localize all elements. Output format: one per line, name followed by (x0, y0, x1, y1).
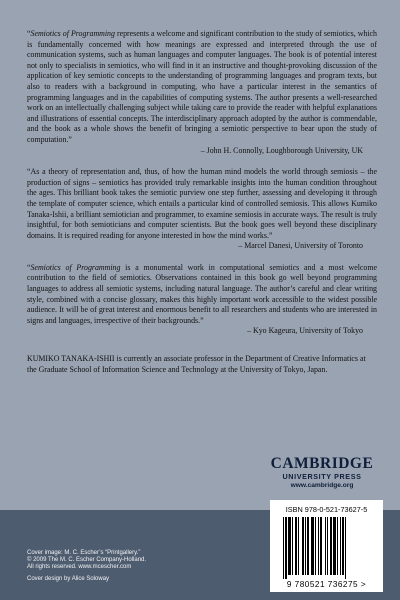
barcode-bar (320, 517, 322, 575)
barcode-bar (288, 517, 291, 575)
endorsement-body: is a monumental work in computational semiotics and a most welcome contribution to the field of semiotics. Observations contained in this book go well beyond programming languages to address all semiotic systems, including natural language. The author’s careful and clear writing style, combined with a concise glossary, makes this highly important work accessible to the widest possible audience. It will be of great interest and enormous benefit to all researchers and students who are interested in signs and languages, irrespective of their backgrounds.” (27, 262, 377, 325)
endorsement-danesi (27, 167, 377, 252)
publisher-logo (262, 456, 382, 490)
publisher-name: CAMBRIDGE (270, 455, 374, 472)
endorsement-attribution: – Kyo Kageura, University of Tokyo (247, 326, 363, 336)
barcode-bar (298, 517, 299, 575)
barcode-bar (315, 517, 316, 575)
endorsement-kageura (27, 263, 377, 337)
author-bio: KUMIKO TANAKA-ISHII is currently an associate professor in the Department of Creative Informatics at the Graduate School of Information Science and Technology at the University of Tokyo, Japan. (27, 354, 366, 374)
design-credit: Cover design by Alice Soloway (27, 575, 110, 582)
barcode-bar (342, 517, 344, 575)
endorsements (27, 29, 377, 375)
barcode-bar (302, 517, 304, 575)
barcode-bar (292, 517, 293, 575)
endorsement-connolly (27, 29, 377, 156)
barcode-bar (307, 517, 309, 575)
book-title-italic: Semiotics of Programming (30, 29, 115, 38)
barcode-bar (311, 517, 314, 575)
barcode-bar (337, 517, 338, 575)
barcode-bar (283, 517, 284, 579)
barcode-bar (330, 517, 332, 575)
barcode-bar (340, 517, 341, 575)
barcode-bar (285, 517, 287, 579)
endorsement-text (27, 167, 377, 241)
barcode-bar (327, 517, 328, 575)
endorsement-attribution: – Marcel Danesi, University of Toronto (238, 241, 363, 251)
isbn-label: ISBN 978-0-521-73627-5 (285, 505, 368, 514)
barcode-bar (325, 517, 326, 575)
publisher-url: www.cambridge.org (290, 482, 354, 489)
open-quote: “ (27, 29, 31, 38)
barcode-panel (270, 500, 383, 592)
endorsement-attribution: – John H. Connolly, Loughborough University, UK (200, 145, 363, 155)
barcode-bar (345, 517, 346, 579)
cover-credits (27, 550, 227, 583)
endorsement-text (27, 263, 377, 327)
publisher-subtitle: UNIVERSITY PRESS (282, 472, 362, 481)
barcode-bar (333, 517, 336, 575)
barcode-icon (279, 517, 375, 579)
rights-line: All rights reserved. www.mcescher.com (27, 564, 132, 571)
open-quote: “ (27, 262, 31, 272)
barcode-bar (305, 517, 306, 575)
book-title-italic: Semiotics of Programming (30, 262, 121, 272)
cover-image-credit: Cover image: M. C. Escher’s “Printgallery.” (27, 550, 141, 556)
copyright-line: © 2009 The M. C. Escher Company-Holland. (27, 557, 147, 564)
endorsement-body: “As a theory of representation and, thus, of how the human mind models the world through semiosis – the production of signs – semiotics has provided truly remarkable insights into the human condition throughout the ages. This brilliant book takes the semiotic purview one step further, assessing and developing it through the template of computer science, which entails a particular kind of controlled semiosis. This allows Kumiko Tanaka-Ishii, a brilliant semiotician and programmer, to examine semiosis in accurate ways. The result is truly insightful, for both semioticians and computer scientists. But the book goes well beyond these disciplinary domains. It is required reading for anyone interested in how the mind works.” (27, 167, 377, 240)
endorsement-body: represents a welcome and significant contribution to the study of semiotics, which is fundamentally concerned with how meanings are expressed and interpreted through the use of communication systems, such as human languages and computer languages. The book is of potential interest not only to specialists in semiotics, who will find in it an instructive and thought-provoking discussion of the application of key semiotic concepts to the understanding of programming languages and program texts, but also to readers with a background in computing, who have a particular interest in the semantics of programming languages and in the capabilities of computing systems. The author presents a well-researched work on an intellectually challenging subject while taking care to provide the reader with helpful explanations and illustrations of essential concepts. The interdisciplinary approach adopted by the author is commendable, and the book as a whole shows the benefit of bringing a semiotic perspective to bear upon the study of computation.” (27, 29, 377, 144)
barcode-bar (295, 517, 297, 575)
endorsement-text (27, 29, 377, 146)
barcode-digits: 9 780521 736275 > (286, 580, 367, 589)
barcode-bar (318, 517, 319, 575)
